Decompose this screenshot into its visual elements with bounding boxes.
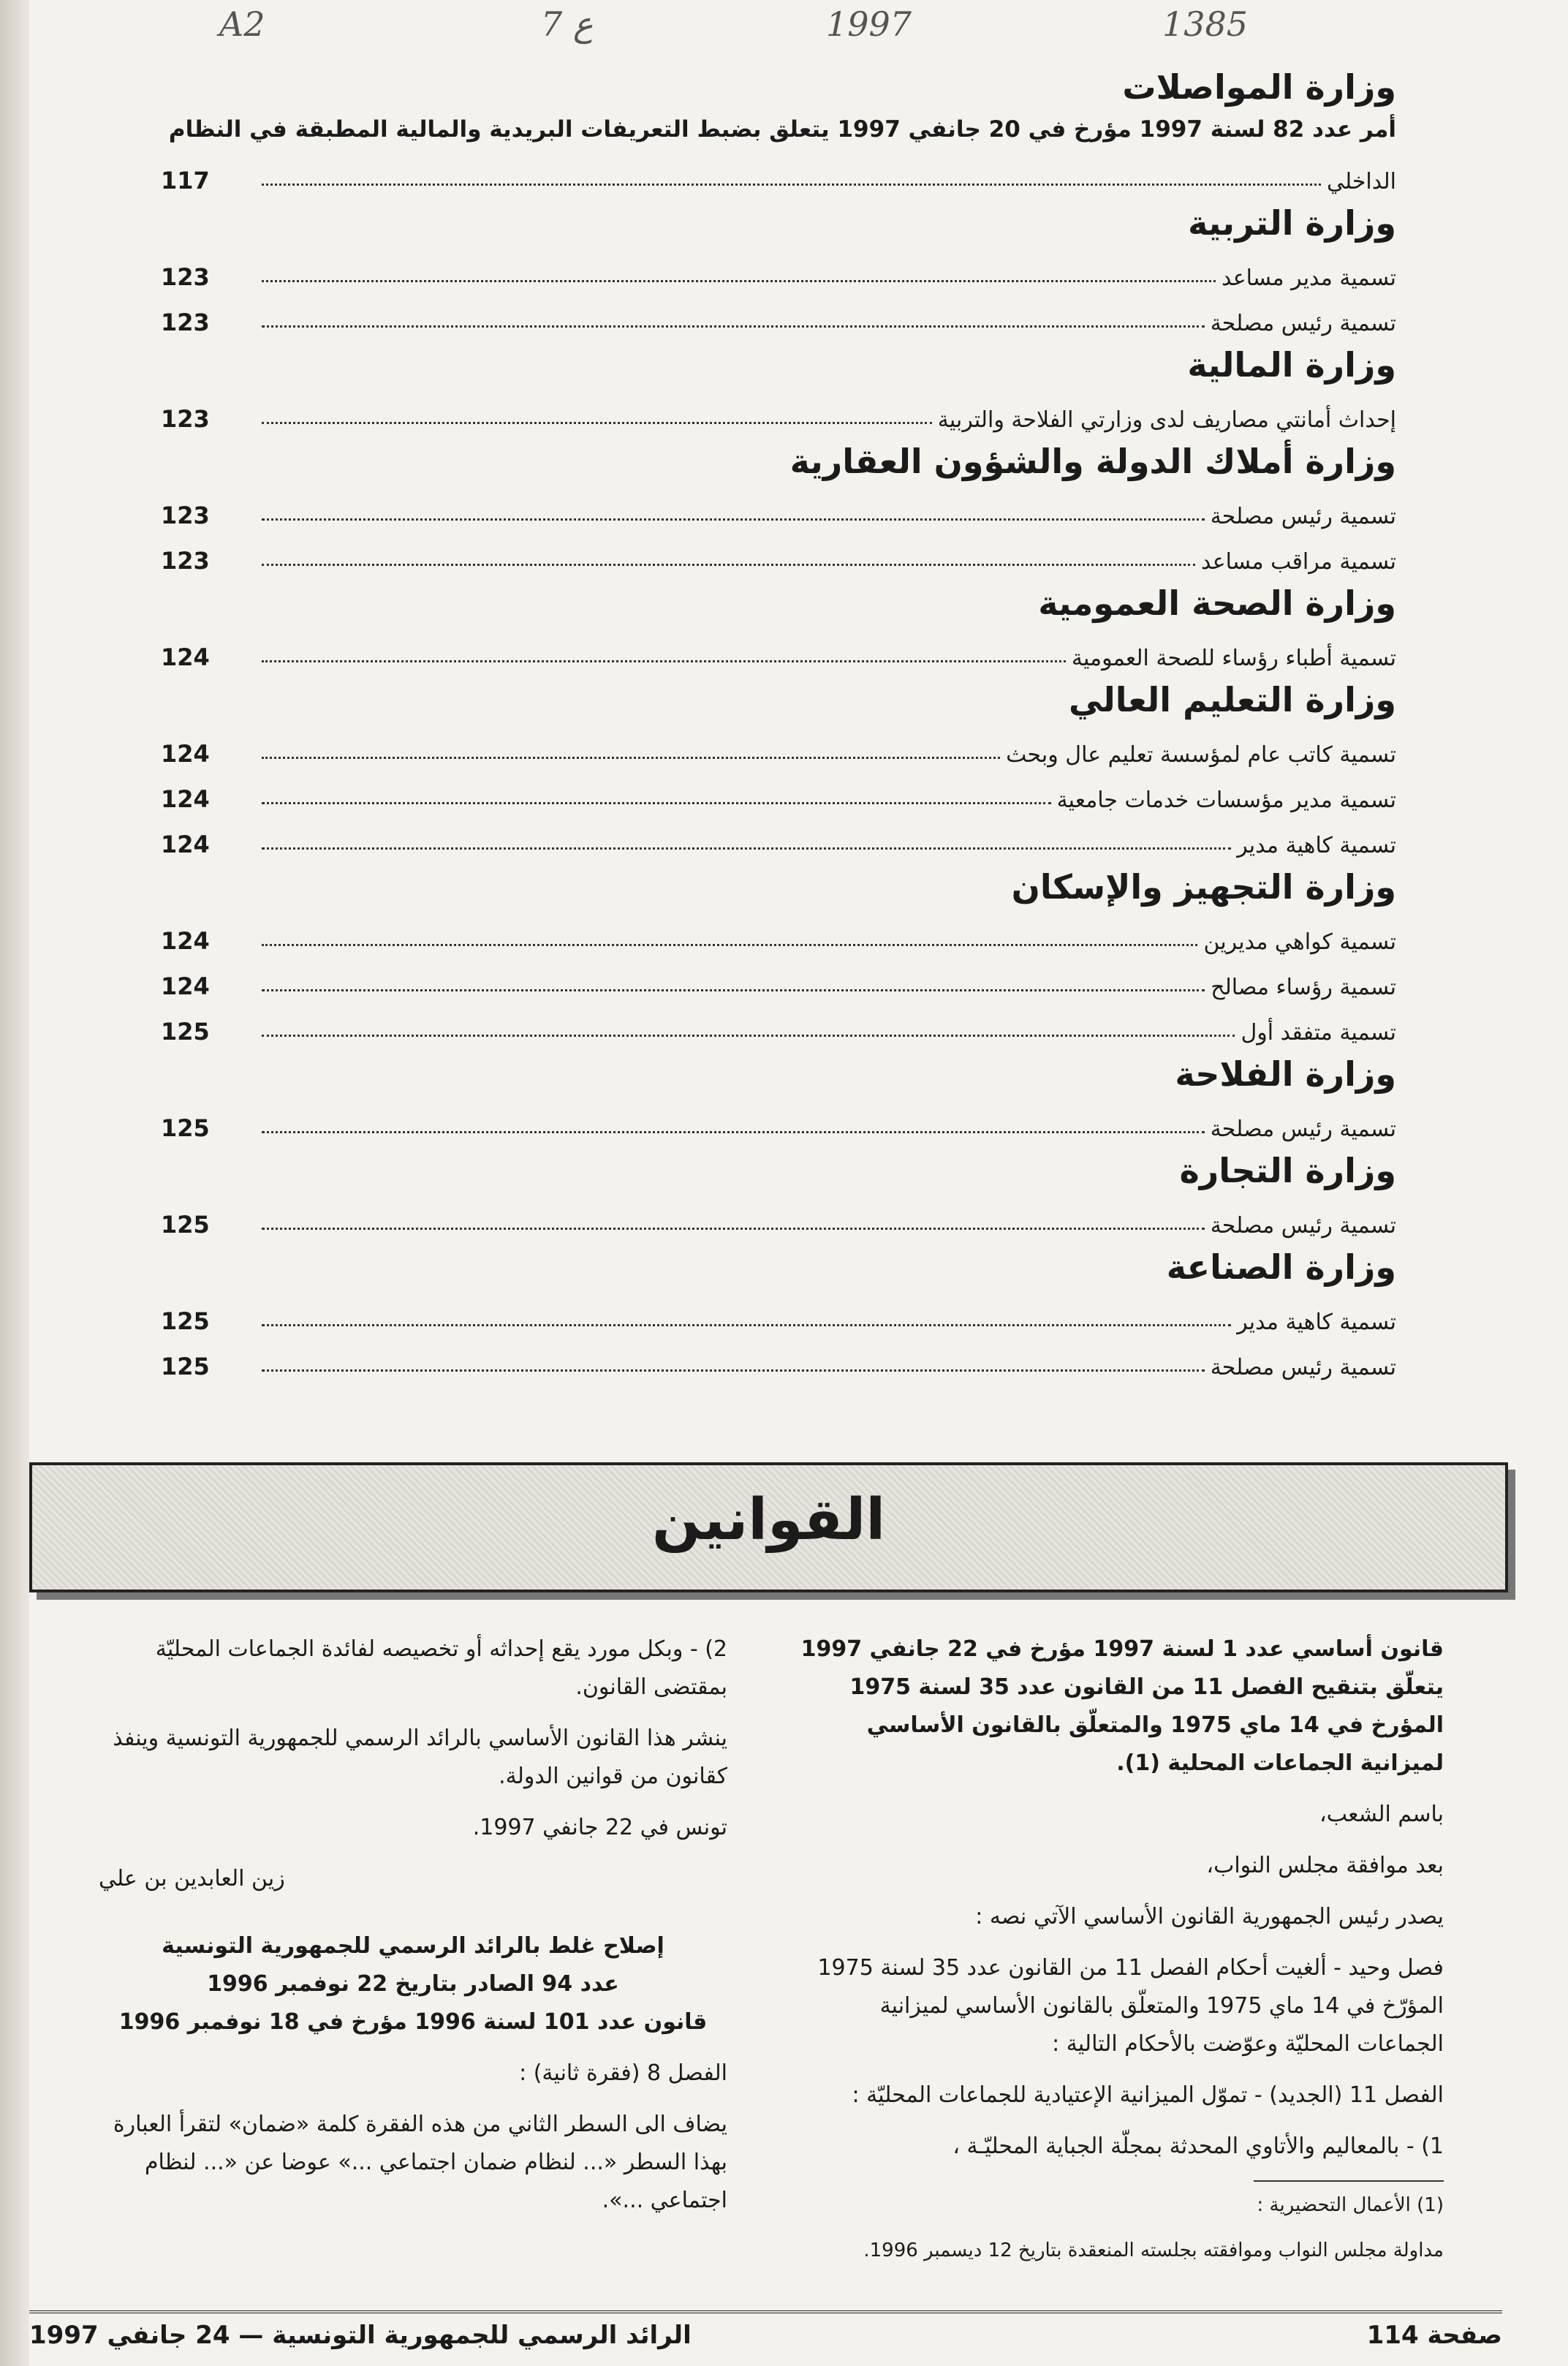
law-paragraph: فصل وحيد - ألغيت أحكام الفصل 11 من القانون عدد 35 لسنة 1975 المؤرّخ في 14 ماي 1975 والمتعلّق بالقانون الأساسي لميزانية الجماعات المحليّة وعوّضت بالأحكام التالية : <box>817 1955 1444 2057</box>
law-date: تونس في 22 جانفي 1997. <box>472 1815 727 1840</box>
toc-page-number: 123 <box>161 405 210 433</box>
section-title: القوانين <box>651 1487 886 1553</box>
dot-leader <box>262 422 932 424</box>
toc-entry-title: الداخلي <box>1326 169 1396 194</box>
toc-entry-title: تسمية رئيس مصلحة <box>1210 1116 1396 1142</box>
toc-entry-title: تسمية رئيس مصلحة <box>1210 1355 1396 1380</box>
toc-entry <box>161 1000 1396 1046</box>
ministry-heading: وزارة التعليم العالي <box>1068 680 1396 719</box>
ministry-heading: وزارة الصناعة <box>1166 1247 1396 1287</box>
dot-leader <box>262 280 1216 282</box>
toc-entry-title: تسمية رئيس مصلحة <box>1210 311 1396 336</box>
dot-leader <box>262 325 1205 328</box>
dot-leader <box>262 1035 1235 1037</box>
toc-entry-title: تسمية رئيس مصلحة <box>1210 504 1396 529</box>
toc-page-number: 124 <box>161 927 210 955</box>
dot-leader <box>262 518 1205 521</box>
footnote: (1) الأعمال التحضيرية : <box>1257 2194 1444 2216</box>
toc-entry-title: تسمية كاهية مدير <box>1237 1309 1396 1335</box>
toc-page-number: 124 <box>161 831 210 858</box>
toc-page-number: 125 <box>161 1114 210 1142</box>
handwritten-note: 7 ع <box>541 4 594 44</box>
correction-paragraph: الفصل 8 (فقرة ثانية) : <box>519 2060 727 2086</box>
table-of-contents <box>161 58 1396 1380</box>
toc-entry <box>161 1097 1396 1142</box>
ministry-heading: وزارة الفلاحة <box>1175 1054 1396 1094</box>
dot-leader <box>262 989 1205 991</box>
ministry-heading: وزارة التجارة <box>1179 1151 1396 1190</box>
journal-title: الرائد الرسمي للجمهورية التونسية — 24 جانفي 1997 <box>29 2321 692 2350</box>
toc-entry <box>161 246 1396 291</box>
toc-entry <box>161 955 1396 1000</box>
dot-leader <box>262 1369 1205 1372</box>
toc-entry <box>161 722 1396 768</box>
toc-entry-title: تسمية مدير مساعد <box>1221 265 1396 291</box>
dot-leader <box>262 1324 1231 1326</box>
dot-leader <box>262 184 1321 186</box>
toc-entry-title: تسمية أطباء رؤساء للصحة العمومية <box>1071 646 1396 671</box>
handwritten-note: 1997 <box>826 4 912 44</box>
toc-entry-title: تسمية مراقب مساعد <box>1200 549 1396 575</box>
dot-leader <box>262 1131 1205 1133</box>
correction-heading: إصلاح غلط بالرائد الرسمي للجمهورية التونسية <box>162 1933 664 1959</box>
law-heading: قانون أساسي عدد 1 لسنة 1997 مؤرخ في 22 جانفي 1997 يتعلّق بتنقيح الفصل 11 من القانون عدد 35 لسنة 1975 المؤرخ في 14 ماي 1975 والمتعلّق بالقانون الأساسي لميزانية الجماعات المحلية (1). <box>800 1636 1444 1776</box>
toc-page-number: 125 <box>161 1307 210 1335</box>
toc-entry <box>161 529 1396 575</box>
dot-leader <box>262 757 1000 759</box>
toc-entry-title: إحداث أمانتي مصاريف لدى وزارتي الفلاحة والتربية <box>937 407 1396 433</box>
toc-page-number: 117 <box>161 167 210 194</box>
toc-entry <box>161 149 1396 194</box>
toc-entry <box>161 388 1396 433</box>
signature: زين العابدين بن علي <box>99 1866 285 1891</box>
dot-leader <box>262 564 1195 566</box>
section-banner <box>29 1462 1508 1592</box>
toc-page-number: 123 <box>161 547 210 575</box>
toc-entry <box>161 910 1396 955</box>
toc-entry-title: تسمية مدير مؤسسات خدمات جامعية <box>1056 787 1396 813</box>
toc-page-number: 124 <box>161 643 210 671</box>
toc-entry-title: تسمية رؤساء مصالح <box>1211 975 1396 1000</box>
toc-page-number: 125 <box>161 1353 210 1380</box>
correction-heading: قانون عدد 101 لسنة 1996 مؤرخ في 18 نوفمبر 1996 <box>118 2009 708 2035</box>
toc-entry <box>161 768 1396 813</box>
toc-entry <box>161 813 1396 858</box>
handwritten-note: A2 <box>219 4 265 44</box>
toc-entry <box>161 1290 1396 1335</box>
page-footer <box>29 2310 1502 2357</box>
toc-page-number: 124 <box>161 785 210 813</box>
continuation-column <box>99 1630 727 2233</box>
law-column <box>800 1630 1444 2280</box>
law-paragraph: بعد موافقة مجلس النواب، <box>1206 1853 1444 1878</box>
toc-entry <box>161 1335 1396 1380</box>
dot-leader <box>262 847 1231 850</box>
footnote: مداولة مجلس النواب وموافقته بجلسته المنعقدة بتاريخ 12 ديسمبر 1996. <box>863 2240 1444 2261</box>
dot-leader <box>262 1228 1205 1230</box>
law-paragraph: الفصل 11 (الجديد) - تموّل الميزانية الإعتيادية للجماعات المحليّة : <box>852 2082 1444 2108</box>
dot-leader <box>262 802 1051 804</box>
toc-entry-title: تسمية متفقد أول <box>1241 1020 1396 1046</box>
correction-heading: عدد 94 الصادر بتاريخ 22 نوفمبر 1996 <box>207 1971 619 1997</box>
handwritten-note: 1385 <box>1162 4 1249 44</box>
toc-page-number: 124 <box>161 972 210 1000</box>
toc-entry <box>161 484 1396 529</box>
law-paragraph: باسم الشعب، <box>1319 1802 1444 1827</box>
left-page-bleed <box>0 0 29 2366</box>
ministry-heading: وزارة التربية <box>1188 203 1396 243</box>
toc-page-number: 125 <box>161 1211 210 1239</box>
toc-entry-title: أمر عدد 82 لسنة 1997 مؤرخ في 20 جانفي 1997 يتعلق بضبط التعريفات البريدية والمالية المطبقة في النظام <box>168 116 1396 143</box>
toc-entry-title: تسمية رئيس مصلحة <box>1210 1213 1396 1239</box>
ministry-heading: وزارة التجهيز والإسكان <box>1011 867 1396 907</box>
law-paragraph: يصدر رئيس الجمهورية القانون الأساسي الآتي نصه : <box>975 1904 1444 1930</box>
toc-page-number: 123 <box>161 263 210 291</box>
toc-entry <box>161 291 1396 336</box>
footnote-divider <box>1254 2180 1444 2182</box>
toc-page-number: 124 <box>161 740 210 768</box>
correction-paragraph: يضاف الى السطر الثاني من هذه الفقرة كلمة «ضمان» لتقرأ العبارة بهذا السطر «... لنظام ضمان اجتماعي ...» عوضا عن «... لنظام اجتماعي ...». <box>113 2112 727 2213</box>
dot-leader <box>262 944 1197 946</box>
toc-entry-title: تسمية كاهية مدير <box>1237 833 1396 858</box>
toc-entry-title: تسمية كاتب عام لمؤسسة تعليم عال وبحث <box>1006 742 1396 768</box>
toc-entry <box>161 1193 1396 1239</box>
ministry-heading: وزارة الصحة العمومية <box>1038 583 1396 623</box>
toc-page-number: 123 <box>161 502 210 529</box>
law-paragraph: 1) - بالمعاليم والأتاوي المحدثة بمجلّة الجباية المحليّـة ، <box>952 2133 1444 2159</box>
dot-leader <box>262 660 1066 662</box>
page-number: صفحة 114 <box>1366 2321 1502 2350</box>
toc-page-number: 123 <box>161 309 210 336</box>
law-paragraph: 2) - وبكل مورد يقع إحداثه أو تخصيصه لفائدة الجماعات المحليّة بمقتضى القانون. <box>155 1636 727 1700</box>
ministry-heading: وزارة المواصلات <box>1122 67 1396 107</box>
toc-page-number: 125 <box>161 1018 210 1046</box>
toc-entry <box>161 626 1396 671</box>
toc-entry-title: تسمية كواهي مديرين <box>1203 929 1396 955</box>
ministry-heading: وزارة أملاك الدولة والشؤون العقارية <box>789 442 1396 481</box>
ministry-heading: وزارة المالية <box>1187 345 1396 385</box>
law-paragraph: ينشر هذا القانون الأساسي بالرائد الرسمي للجمهورية التونسية وينفذ كقانون من قوانين الدولة. <box>113 1726 727 1789</box>
